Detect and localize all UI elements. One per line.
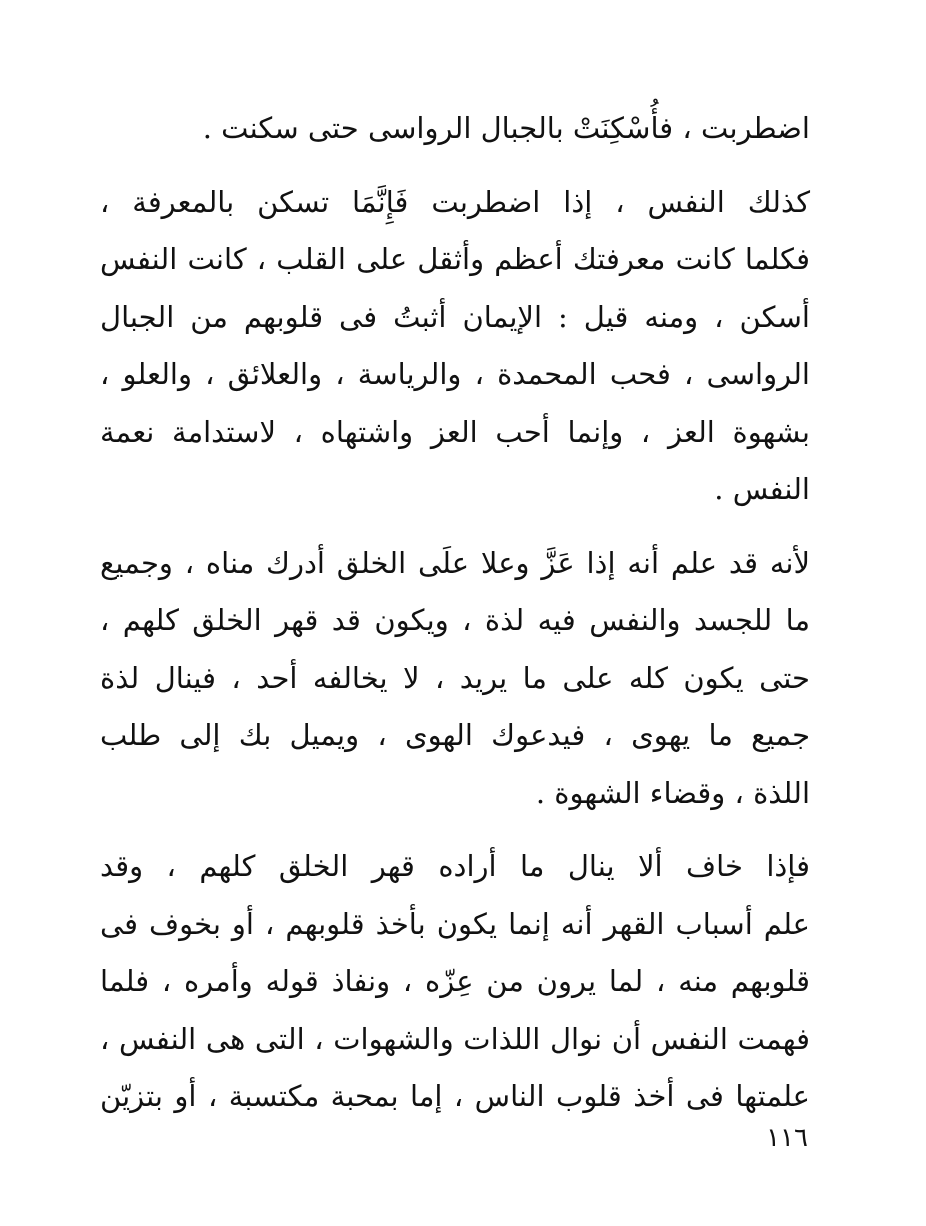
text-line: قلوبهم منه ، لما يرون من عِزّه ، ونفاذ قوله وأمره ، فلما xyxy=(100,964,810,998)
text-line: علم أسباب القهر أنه إنما يكون بأخذ قلوبهم ، أو بخوف فى xyxy=(100,906,810,941)
paragraph-gap xyxy=(100,158,810,174)
text-line: الرواسى ، فحب المحمدة ، والرياسة ، والعلائق ، والعلو ، xyxy=(100,357,810,391)
text-line: ما للجسد والنفس فيه لذة ، ويكون قد قهر الخلق كلهم ، xyxy=(100,603,810,637)
paragraph-1 xyxy=(100,100,810,158)
text-line: بشهوة العز ، وإنما أحب العز واشتهاه ، لاستدامة نعمة xyxy=(100,414,810,449)
text-line: فهمت النفس أن نوال اللذات والشهوات ، التى هى النفس ، xyxy=(100,1021,810,1056)
text-line: فإذا خاف ألا ينال ما أراده قهر الخلق كلهم ، وقد xyxy=(100,849,810,883)
text-line: كذلك النفس ، إذا اضطربت فَإِنَّمَا تسكن بالمعرفة ، xyxy=(100,184,810,219)
text-line: جميع ما يهوى ، فيدعوك الهوى ، ويميل بك إلى طلب xyxy=(100,718,810,752)
text-line: أسكن ، ومنه قيل : الإيمان أثبتُ فى قلوبهم من الجبال xyxy=(100,299,810,334)
text-line: اللذة ، وقضاء الشهوة . xyxy=(535,775,810,810)
paragraph-3 xyxy=(100,535,810,823)
paragraph-gap xyxy=(100,822,810,838)
text-line: لأنه قد علم أنه إذا عَزَّ وعلا علَى الخلق أدرك مناه ، وجميع xyxy=(100,545,810,580)
paragraph-4 xyxy=(100,838,810,1126)
text-line: النفس . xyxy=(714,472,810,506)
text-line: فكلما كانت معرفتك أعظم وأثقل على القلب ، كانت النفس xyxy=(100,242,810,276)
text-line: حتى يكون كله على ما يريد ، لا يخالفه أحد ، فينال لذة xyxy=(100,660,810,695)
paragraph-2 xyxy=(100,174,810,519)
page-text xyxy=(100,100,810,1126)
paragraph-gap xyxy=(100,519,810,535)
page-number: ١١٦ xyxy=(766,1123,808,1153)
text-line: علمتها فى أخذ قلوب الناس ، إما بمحبة مكتسبة ، أو بتزيّن xyxy=(100,1079,810,1113)
text-line: اضطربت ، فأُسْكِنَتْ بالجبال الرواسى حتى سكنت . xyxy=(202,111,810,145)
